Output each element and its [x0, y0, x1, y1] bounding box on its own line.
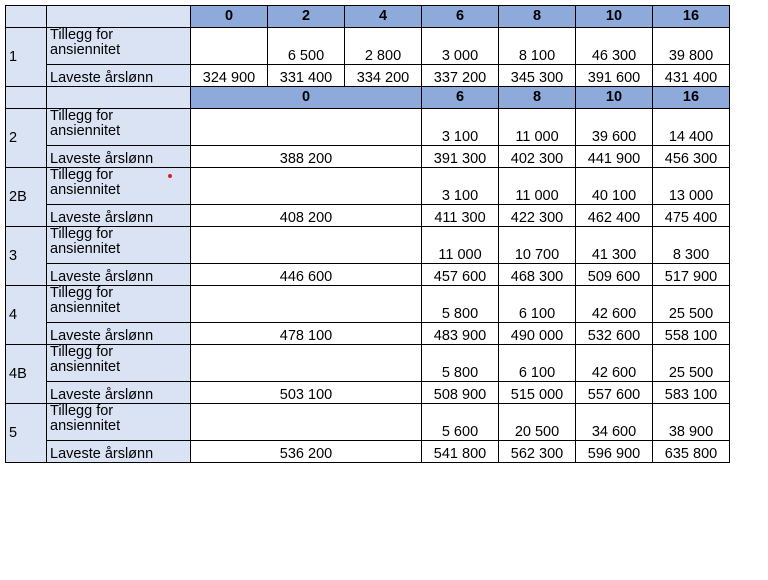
value-cell: 478 100: [191, 323, 422, 345]
group-label: 3: [6, 227, 47, 286]
value-cell: 41 300: [576, 227, 653, 264]
salary-table-container: [5, 5, 730, 463]
value-cell: [191, 286, 422, 323]
row-label-laveste: Laveste årslønn: [47, 65, 191, 87]
row-label-laveste: Laveste årslønn: [47, 264, 191, 286]
value-cell: 3 100: [422, 168, 499, 205]
value-cell: 388 200: [191, 146, 422, 168]
value-cell: 6 100: [499, 286, 576, 323]
table-row: [6, 205, 730, 227]
row-label-tillegg: Tillegg for ansiennitet: [47, 28, 191, 65]
value-cell: 25 500: [653, 345, 730, 382]
header-cell: 10: [576, 6, 653, 28]
value-cell: 345 300: [499, 65, 576, 87]
value-cell: 11 000: [499, 168, 576, 205]
value-cell: 457 600: [422, 264, 499, 286]
value-cell: 34 600: [576, 404, 653, 441]
value-cell: 39 600: [576, 109, 653, 146]
header-cell: 8: [499, 87, 576, 109]
value-cell: 10 700: [499, 227, 576, 264]
header-label-cell: [47, 87, 191, 109]
row-label-laveste: Laveste årslønn: [47, 146, 191, 168]
value-cell: 13 000: [653, 168, 730, 205]
value-cell: 475 400: [653, 205, 730, 227]
value-cell: 334 200: [345, 65, 422, 87]
value-cell: 8 300: [653, 227, 730, 264]
value-cell: 515 000: [499, 382, 576, 404]
value-cell: 14 400: [653, 109, 730, 146]
value-cell: 411 300: [422, 205, 499, 227]
value-cell: 391 300: [422, 146, 499, 168]
value-cell: 11 000: [499, 109, 576, 146]
value-cell: 324 900: [191, 65, 268, 87]
value-cell: 6 500: [268, 28, 345, 65]
value-cell: [191, 227, 422, 264]
table-row: [6, 65, 730, 87]
value-cell: 3 000: [422, 28, 499, 65]
header-label-cell: [47, 6, 191, 28]
header-cell: 10: [576, 87, 653, 109]
value-cell: 20 500: [499, 404, 576, 441]
header-cell: 4: [345, 6, 422, 28]
value-cell: 635 800: [653, 441, 730, 463]
value-cell: 422 300: [499, 205, 576, 227]
value-cell: 42 600: [576, 286, 653, 323]
header-cell: 16: [653, 87, 730, 109]
value-cell: 490 000: [499, 323, 576, 345]
header-cell: 6: [422, 6, 499, 28]
table-row: [6, 382, 730, 404]
row-label-laveste: Laveste årslønn: [47, 382, 191, 404]
header-corner-cell: [6, 6, 47, 28]
value-cell: [191, 28, 268, 65]
value-cell: 536 200: [191, 441, 422, 463]
value-cell: 42 600: [576, 345, 653, 382]
table-row: [6, 28, 730, 65]
value-cell: 3 100: [422, 109, 499, 146]
value-cell: 509 600: [576, 264, 653, 286]
row-label-tillegg: Tillegg for ansiennitet: [47, 286, 191, 323]
table-row: [6, 323, 730, 345]
table-row: [6, 441, 730, 463]
row-label-tillegg: Tillegg for ansiennitet: [47, 168, 191, 205]
value-cell: 5 800: [422, 286, 499, 323]
value-cell: 503 100: [191, 382, 422, 404]
value-cell: 508 900: [422, 382, 499, 404]
header-cell: 0: [191, 6, 268, 28]
value-cell: 558 100: [653, 323, 730, 345]
value-cell: 517 900: [653, 264, 730, 286]
table-row: [6, 146, 730, 168]
value-cell: 441 900: [576, 146, 653, 168]
row-label-tillegg: Tillegg for ansiennitet: [47, 109, 191, 146]
value-cell: 331 400: [268, 65, 345, 87]
group-label: 4B: [6, 345, 47, 404]
row-label-laveste: Laveste årslønn: [47, 205, 191, 227]
value-cell: 2 800: [345, 28, 422, 65]
header-cell: 0: [191, 87, 422, 109]
row-label-laveste: Laveste årslønn: [47, 323, 191, 345]
header-cell: 2: [268, 6, 345, 28]
value-cell: 562 300: [499, 441, 576, 463]
value-cell: [191, 345, 422, 382]
header-cell: 6: [422, 87, 499, 109]
table-row: [6, 345, 730, 382]
value-cell: 483 900: [422, 323, 499, 345]
value-cell: [191, 168, 422, 205]
table-row: [6, 109, 730, 146]
value-cell: 25 500: [653, 286, 730, 323]
value-cell: 40 100: [576, 168, 653, 205]
value-cell: 337 200: [422, 65, 499, 87]
header-row: [6, 6, 730, 28]
value-cell: 391 600: [576, 65, 653, 87]
group-label: 5: [6, 404, 47, 463]
header-corner-cell: [6, 87, 47, 109]
value-cell: 541 800: [422, 441, 499, 463]
header-row: [6, 87, 730, 109]
value-cell: 596 900: [576, 441, 653, 463]
table-row: [6, 168, 730, 205]
value-cell: 446 600: [191, 264, 422, 286]
table-row: [6, 227, 730, 264]
value-cell: 583 100: [653, 382, 730, 404]
group-label: 1: [6, 28, 47, 87]
value-cell: 39 800: [653, 28, 730, 65]
value-cell: 38 900: [653, 404, 730, 441]
value-cell: 462 400: [576, 205, 653, 227]
row-label-tillegg: Tillegg for ansiennitet: [47, 404, 191, 441]
value-cell: 11 000: [422, 227, 499, 264]
value-cell: 408 200: [191, 205, 422, 227]
value-cell: 468 300: [499, 264, 576, 286]
table-row: [6, 286, 730, 323]
header-cell: 8: [499, 6, 576, 28]
value-cell: [191, 404, 422, 441]
group-label: 2: [6, 109, 47, 168]
value-cell: 5 600: [422, 404, 499, 441]
table-row: [6, 404, 730, 441]
value-cell: 46 300: [576, 28, 653, 65]
table-row: [6, 264, 730, 286]
value-cell: [191, 109, 422, 146]
row-label-tillegg: Tillegg for ansiennitet: [47, 345, 191, 382]
value-cell: 8 100: [499, 28, 576, 65]
row-label-laveste: Laveste årslønn: [47, 441, 191, 463]
value-cell: 6 100: [499, 345, 576, 382]
salary-table: [5, 5, 730, 463]
row-label-tillegg: Tillegg for ansiennitet: [47, 227, 191, 264]
group-label: 2B: [6, 168, 47, 227]
value-cell: 431 400: [653, 65, 730, 87]
value-cell: 456 300: [653, 146, 730, 168]
red-marker-dot: [168, 174, 172, 178]
header-cell: 16: [653, 6, 730, 28]
value-cell: 5 800: [422, 345, 499, 382]
value-cell: 402 300: [499, 146, 576, 168]
value-cell: 532 600: [576, 323, 653, 345]
group-label: 4: [6, 286, 47, 345]
value-cell: 557 600: [576, 382, 653, 404]
